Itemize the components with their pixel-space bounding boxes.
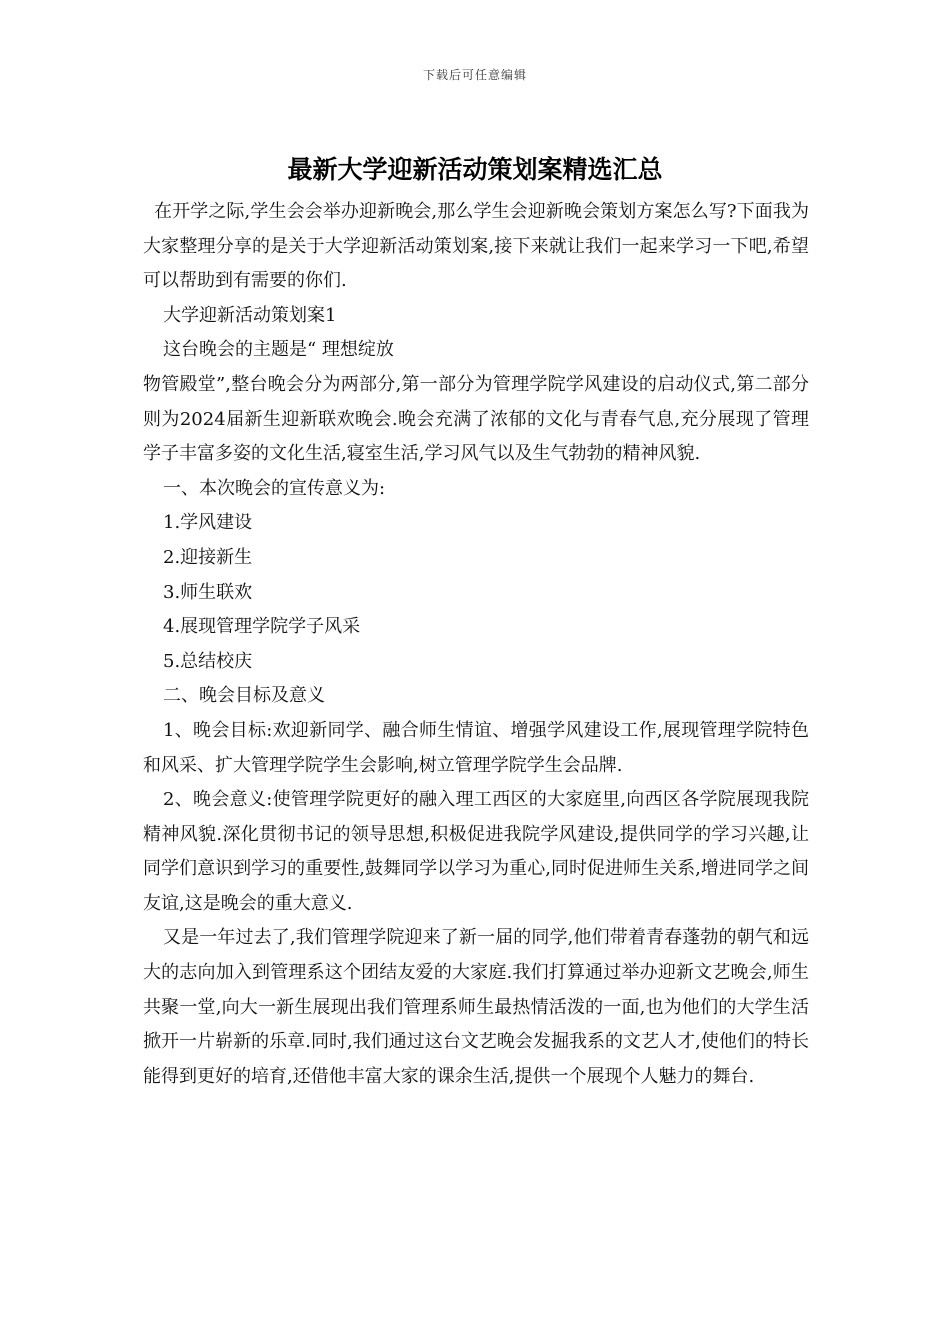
list-item: 1.学风建设 <box>163 512 253 534</box>
section-heading-goals: 二、晚会目标及意义 <box>163 685 325 707</box>
section-heading-publicity: 一、本次晚会的宣传意义为: <box>163 477 386 499</box>
document-body <box>143 195 809 1094</box>
meaning-paragraph: 2、晚会意义:使管理学院更好的融入理工西区的大家庭里,向西区各学院展现我院精神风貌.深化贯彻书记的领导思想,积极促进我院学风建设,提供同学的学习兴趣,让同学们意识到学习的重要性,鼓舞同学以学习为重心,同时促进师生关系,增进同学之间友谊,这是晚会的重大意义. <box>143 789 809 914</box>
goal-paragraph: 1、晚会目标:欢迎新同学、融合师生情谊、增强学风建设工作,展现管理学院特色和风采、扩大管理学院学生会影响,树立管理学院学生会品牌. <box>143 719 809 776</box>
theme-continuation-paragraph: 物管殿堂”,整台晚会分为两部分,第一部分为管理学院学风建设的启动仪式,第二部分则为2024届新生迎新联欢晚会.晚会充满了浓郁的文化与青春气息,充分展现了管理学子丰富多姿的文化生活,寝室生活,学习风气以及生气勃勃的精神风貌. <box>143 373 809 465</box>
closing-paragraph: 又是一年过去了,我们管理学院迎来了新一届的同学,他们带着青春蓬勃的朝气和远大的志向加入到管理系这个团结友爱的大家庭.我们打算通过举办迎新文艺晚会,师生共聚一堂,向大一新生展现出我们管理系师生最热情活泼的一面,也为他们的大学生活掀开一片崭新的乐章.同时,我们通过这台文艺晚会发掘我系的文艺人才,使他们的特长能得到更好的培育,还借他丰富大家的课余生活,提供一个展现个人魅力的舞台. <box>143 927 809 1087</box>
theme-paragraph: 这台晚会的主题是“ 理想绽放 <box>163 339 394 361</box>
section-heading-plan-1: 大学迎新活动策划案1 <box>163 304 337 326</box>
header-note: 下载后可任意编辑 <box>422 68 527 82</box>
intro-paragraph: 在开学之际,学生会会举办迎新晚会,那么学生会迎新晚会策划方案怎么写?下面我为大家整理分享的是关于大学迎新活动策划案,接下来就让我们一起来学习一下吧,希望可以帮助到有需要的你们. <box>143 201 809 292</box>
list-item: 3.师生联欢 <box>163 581 253 603</box>
list-item: 5.总结校庆 <box>163 650 253 672</box>
list-item: 4.展现管理学院学子风采 <box>163 616 361 638</box>
document-title: 最新大学迎新活动策划案精选汇总 <box>287 155 663 184</box>
list-item: 2.迎接新生 <box>163 546 253 568</box>
